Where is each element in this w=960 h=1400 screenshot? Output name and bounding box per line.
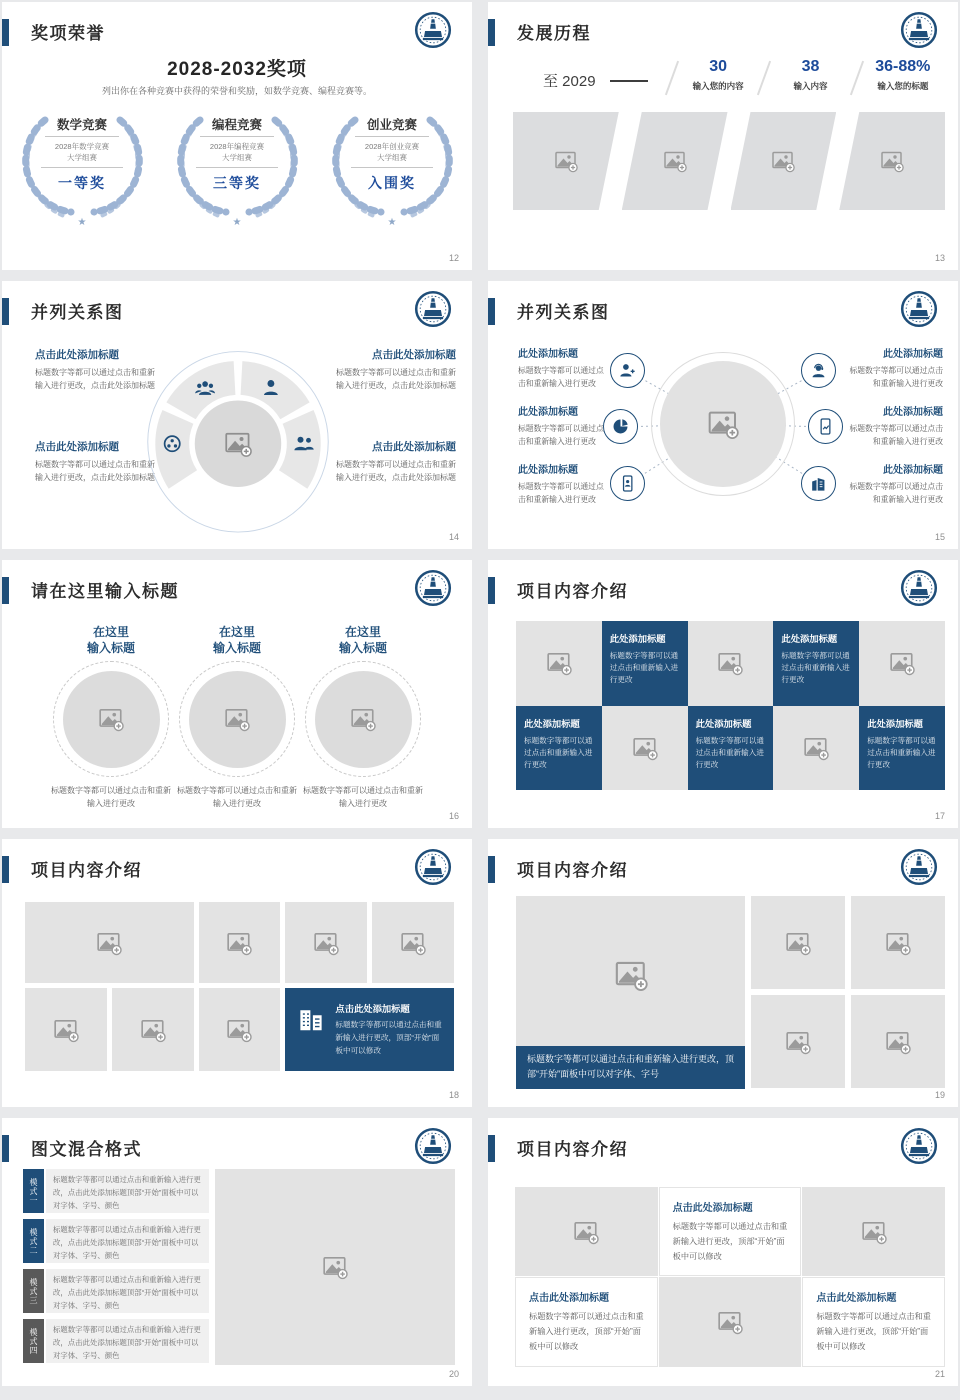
block-title: 点击此处添加标题 [372, 441, 456, 453]
star-icon: ★ [77, 217, 87, 228]
image-placeholder [839, 112, 945, 210]
award-badge [170, 108, 305, 228]
dashed-ring [179, 661, 295, 777]
mode-tab: 模式四 [23, 1319, 44, 1363]
picture-placeholder-icon [785, 1029, 811, 1055]
item-title: 此处添加标题 [883, 465, 943, 476]
item-title: 此处添加标题 [518, 465, 578, 476]
relation-item [518, 461, 608, 507]
relation-item [843, 461, 943, 507]
tile-body: 标题数字等都可以通过点击和重新输入进行更改，顶部“开始”面板中可以修改 [816, 1312, 931, 1351]
checkerboard-grid [515, 1187, 945, 1349]
item-body: 标题数字等都可以通过点击和重新输入进行更改 [518, 424, 604, 447]
relation-item [518, 345, 608, 391]
image-placeholder [215, 1169, 455, 1365]
block-title: 点击此处添加标题 [35, 349, 119, 361]
satellite-icon-circle [610, 353, 645, 388]
image-placeholder [859, 621, 945, 706]
text-tile [516, 706, 602, 791]
award-name: 编程竞赛 [170, 108, 305, 137]
university-logo-icon [900, 1127, 938, 1165]
timeline-era-label: 至 2029 [543, 70, 648, 91]
image-placeholder [851, 896, 945, 989]
text-tile [659, 1187, 802, 1276]
mode-tab: 模式三 [23, 1269, 44, 1313]
slide-content-grid-a[interactable] [488, 560, 958, 828]
award-prize: 一等奖 [58, 174, 106, 191]
stat-value: 36-88% [875, 58, 931, 75]
university-logo-icon [414, 848, 452, 886]
image-placeholder [315, 671, 412, 768]
picture-placeholder-icon [885, 1029, 911, 1055]
stat-value: 30 [709, 58, 728, 75]
image-placeholder [688, 621, 774, 706]
university-logo-icon [900, 569, 938, 607]
mode-body: 标题数字等都可以通过点击和重新输入进行更改，点击此处添加标题顶部“开始”面板中可以对字体、字号、颜色 [46, 1269, 209, 1313]
image-placeholder [731, 112, 837, 210]
page-number: 13 [934, 253, 945, 263]
feature-tile [285, 988, 454, 1071]
image-placeholder [802, 1187, 945, 1276]
relation-block [35, 439, 157, 484]
relation-item [843, 403, 943, 449]
person-plus-icon [618, 361, 637, 380]
awards-subtitle: 列出你在各种竞赛中获得的荣誉和奖励，如数学竞赛、编程竞赛等。 [101, 86, 372, 96]
satellite-icon-circle [808, 409, 843, 444]
picture-placeholder-icon [885, 930, 911, 956]
item-title: 在这里 输入标题 [86, 625, 135, 656]
item-title: 此处添加标题 [883, 407, 943, 418]
dashed-ring [53, 661, 169, 777]
slide-mixed-format[interactable] [2, 1118, 472, 1386]
item-title: 此处添加标题 [518, 349, 578, 360]
title-accent-bar [2, 1135, 9, 1162]
image-placeholder [513, 112, 619, 210]
image-placeholder [773, 706, 859, 791]
slide-title: 请在这里输入标题 [31, 582, 179, 601]
text-tile [859, 706, 945, 791]
title-accent-bar [488, 1135, 495, 1162]
mode-row [23, 1169, 209, 1213]
stats-row [671, 58, 948, 96]
slide-gallery[interactable] [2, 839, 472, 1107]
award-name: 创业竞赛 [325, 108, 460, 137]
title-accent-bar [488, 19, 495, 46]
item-body: 标题数字等都可以通过点击和重新输入进行更改 [849, 366, 943, 389]
stat-item [673, 58, 763, 92]
tile-body: 标题数字等都可以通过点击和重新输入进行更改 [609, 651, 679, 685]
picture-placeholder-icon [226, 1017, 252, 1043]
award-name: 数学竞赛 [15, 108, 150, 137]
thumbnail-grid [751, 896, 945, 1088]
tile-title: 此处添加标题 [524, 718, 580, 729]
star-icon: ★ [232, 217, 242, 228]
picture-placeholder-icon [632, 735, 658, 761]
award-prize: 入围奖 [368, 174, 416, 191]
mode-tab: 模式一 [23, 1169, 44, 1213]
mode-tab: 模式二 [23, 1219, 44, 1263]
slide-parallel-relation-b[interactable] [488, 281, 958, 549]
item-body: 标题数字等都可以通过点击和重新输入进行更改 [518, 482, 604, 505]
image-placeholder [751, 995, 845, 1088]
slide-title: 并列关系图 [517, 303, 610, 322]
buildings-icon [296, 1004, 326, 1034]
picture-placeholder-icon [717, 1309, 743, 1335]
text-tile [802, 1277, 945, 1366]
picture-placeholder-icon [140, 1017, 166, 1043]
satellite-icon-circle [610, 466, 645, 501]
picture-placeholder-icon [880, 149, 904, 173]
center-image-placeholder [660, 361, 786, 487]
stat-label: 输入您的标题 [877, 81, 929, 91]
mode-row [23, 1219, 209, 1263]
block-body: 标题数字等都可以通过点击和重新输入进行更改，点击此处添加标题 [336, 368, 456, 391]
image-placeholder [189, 671, 286, 768]
image-placeholder [112, 988, 194, 1071]
page-number: 14 [448, 532, 459, 542]
pie-chart-icon [611, 417, 630, 436]
timeline-image-strip [513, 112, 945, 210]
image-placeholder [285, 902, 367, 983]
stat-value: 38 [801, 58, 820, 75]
page-number: 12 [448, 253, 459, 263]
feature-title: 点击此处添加标题 [335, 1004, 410, 1015]
tile-title: 此处添加标题 [867, 718, 923, 729]
image-placeholder [372, 902, 454, 983]
relation-block [334, 439, 456, 484]
university-logo-icon [900, 848, 938, 886]
image-placeholder [622, 112, 728, 210]
slide-title: 发展历程 [517, 24, 591, 43]
item-body: 标题数字等都可以通过点击和重新输入进行更改 [849, 482, 943, 505]
university-logo-icon [414, 1127, 452, 1165]
picture-placeholder-icon [663, 149, 687, 173]
award-detail: 2028年编程竞赛 大学组赛 [170, 141, 305, 168]
title-accent-bar [2, 19, 9, 46]
image-caption: 标题数字等都可以通过点击和重新输入进行更改，顶部“开始”面板中可以对字体、字号 [516, 1046, 745, 1090]
university-logo-icon [414, 290, 452, 328]
mode-body: 标题数字等都可以通过点击和重新输入进行更改，点击此处添加标题顶部“开始”面板中可以对字体、字号、颜色 [46, 1219, 209, 1263]
tile-title: 此处添加标题 [695, 718, 752, 729]
image-placeholder [63, 671, 160, 768]
circle-items [2, 624, 472, 810]
picture-placeholder-icon [771, 149, 795, 173]
era-dash [610, 80, 648, 82]
slide-three-circles[interactable] [2, 560, 472, 828]
item-title: 在这里 输入标题 [338, 625, 387, 656]
page-number: 18 [448, 1090, 459, 1100]
gallery-grid [25, 902, 454, 1071]
building-icon [809, 474, 828, 493]
slide-big-image[interactable] [488, 839, 958, 1107]
image-placeholder [515, 1187, 658, 1276]
tile-body: 标题数字等都可以通过点击和重新输入进行更改 [781, 651, 850, 685]
tile-body: 标题数字等都可以通过点击和重新输入进行更改 [524, 735, 593, 769]
phone-person-icon [618, 474, 637, 493]
title-accent-bar [488, 856, 495, 883]
tile-title: 此处添加标题 [609, 634, 666, 644]
mode-body: 标题数字等都可以通过点击和重新输入进行更改，点击此处添加标题顶部“开始”面板中可以对字体、字号、颜色 [46, 1319, 209, 1363]
text-tile [773, 621, 859, 706]
slide-parallel-relation-a[interactable] [2, 281, 472, 549]
page-number: 17 [934, 811, 945, 821]
title-accent-bar [2, 298, 9, 325]
stat-item [858, 58, 948, 92]
slide-title: 奖项荣誉 [31, 24, 105, 43]
picture-placeholder-icon [614, 958, 648, 992]
tile-body: 标题数字等都可以通过点击和重新输入进行更改，顶部“开始”面板中可以修改 [672, 1222, 788, 1261]
picture-placeholder-icon [226, 930, 252, 956]
phone-chart-icon [816, 417, 835, 436]
university-logo-icon [414, 569, 452, 607]
award-badge [325, 108, 460, 228]
circle-item [176, 624, 298, 810]
item-title: 在这里 输入标题 [212, 625, 261, 656]
stat-label: 输入您的内容 [692, 81, 744, 91]
item-caption: 标题数字等都可以通过点击和重新输入进行更改 [51, 786, 171, 808]
mode-row [23, 1319, 209, 1363]
text-tile [602, 621, 688, 706]
item-body: 标题数字等都可以通过点击和重新输入进行更改 [849, 424, 943, 447]
image-placeholder [25, 988, 107, 1071]
relation-item [843, 345, 943, 391]
headset-person-icon [809, 361, 828, 380]
slide-awards[interactable] [2, 2, 472, 270]
picture-placeholder-icon [707, 408, 739, 440]
picture-placeholder-icon [554, 149, 578, 173]
main-image-placeholder [516, 896, 745, 1089]
block-title: 点击此处添加标题 [372, 349, 456, 361]
image-placeholder [751, 896, 845, 989]
picture-placeholder-icon [861, 1219, 887, 1245]
picture-placeholder-icon [98, 706, 124, 732]
text-tile [515, 1277, 658, 1366]
page-number: 19 [934, 1090, 945, 1100]
tile-title: 点击此处添加标题 [672, 1203, 753, 1214]
tile-title: 点击此处添加标题 [816, 1293, 897, 1305]
award-prize: 三等奖 [213, 174, 261, 191]
checkerboard-grid [516, 621, 945, 790]
page-number: 20 [448, 1369, 459, 1379]
university-logo-icon [414, 11, 452, 49]
picture-placeholder-icon [803, 735, 829, 761]
page-number: 15 [934, 532, 945, 542]
dashed-ring [305, 661, 421, 777]
feature-body: 标题数字等都可以通过点击和重新输入进行更改，顶部“开始”面板中可以修改 [335, 1020, 442, 1056]
slide-title: 项目内容介绍 [517, 582, 628, 601]
slide-title: 并列关系图 [31, 303, 124, 322]
picture-placeholder-icon [53, 1017, 79, 1043]
award-badge [15, 108, 150, 228]
ring-diagram [144, 345, 332, 533]
mode-list [23, 1169, 209, 1369]
tile-title: 点击此处添加标题 [529, 1293, 609, 1305]
stat-label: 输入内容 [793, 81, 828, 91]
image-placeholder [199, 988, 281, 1071]
page-number: 21 [934, 1369, 945, 1379]
slide-title: 项目内容介绍 [31, 861, 142, 880]
stat-item [765, 58, 855, 92]
page-number: 16 [448, 811, 459, 821]
slide-history[interactable] [488, 2, 958, 270]
picture-placeholder-icon [717, 650, 743, 676]
block-body: 标题数字等都可以通过点击和重新输入进行更改，点击此处添加标题 [35, 460, 155, 483]
tile-body: 标题数字等都可以通过点击和重新输入进行更改 [695, 735, 764, 769]
picture-placeholder-icon [350, 706, 376, 732]
title-accent-bar [488, 577, 495, 604]
satellite-icon-circle [801, 466, 836, 501]
award-detail: 2028年创业竞赛 大学组赛 [325, 141, 460, 168]
award-badges [2, 108, 472, 228]
tile-body: 标题数字等都可以通过点击和重新输入进行更改，顶部“开始”面板中可以修改 [529, 1312, 644, 1351]
block-body: 标题数字等都可以通过点击和重新输入进行更改，点击此处添加标题 [35, 368, 155, 391]
image-placeholder [25, 902, 194, 983]
picture-placeholder-icon [322, 1254, 348, 1280]
relation-item [518, 403, 608, 449]
satellite-icon-circle [603, 409, 638, 444]
image-placeholder [516, 621, 602, 706]
image-placeholder [199, 902, 281, 983]
item-caption: 标题数字等都可以通过点击和重新输入进行更改 [177, 786, 297, 808]
relation-block [334, 347, 456, 392]
item-title: 此处添加标题 [518, 407, 578, 418]
mode-row [23, 1269, 209, 1313]
image-placeholder [851, 995, 945, 1088]
slide-title: 项目内容介绍 [517, 861, 628, 880]
awards-heading: 2028-2032奖项 [167, 59, 307, 80]
slide-content-grid-b[interactable] [488, 1118, 958, 1386]
slide-title: 图文混合格式 [31, 1140, 142, 1159]
picture-placeholder-icon [889, 650, 915, 676]
image-placeholder [602, 706, 688, 791]
block-title: 点击此处添加标题 [35, 441, 119, 453]
university-logo-icon [900, 11, 938, 49]
circle-item [302, 624, 424, 810]
item-title: 此处添加标题 [883, 349, 943, 360]
title-accent-bar [2, 856, 9, 883]
item-caption: 标题数字等都可以通过点击和重新输入进行更改 [303, 786, 423, 808]
relation-block [35, 347, 157, 392]
item-body: 标题数字等都可以通过点击和重新输入进行更改 [518, 366, 604, 389]
picture-placeholder-icon [573, 1219, 599, 1245]
picture-placeholder-icon [96, 930, 122, 956]
image-placeholder [659, 1277, 802, 1366]
picture-placeholder-icon [400, 930, 426, 956]
title-accent-bar [2, 577, 9, 604]
mode-body: 标题数字等都可以通过点击和重新输入进行更改，点击此处添加标题顶部“开始”面板中可以对字体、字号、颜色 [46, 1169, 209, 1213]
picture-placeholder-icon [224, 706, 250, 732]
block-body: 标题数字等都可以通过点击和重新输入进行更改，点击此处添加标题 [336, 460, 456, 483]
picture-placeholder-icon [546, 650, 572, 676]
satellite-icon-circle [801, 353, 836, 388]
star-icon: ★ [387, 217, 397, 228]
award-detail: 2028年数学竞赛 大学组赛 [15, 141, 150, 168]
tile-body: 标题数字等都可以通过点击和重新输入进行更改 [867, 735, 936, 769]
text-tile [688, 706, 774, 791]
tile-title: 此处添加标题 [781, 634, 838, 644]
slide-title: 项目内容介绍 [517, 1140, 628, 1159]
picture-placeholder-icon [785, 930, 811, 956]
circle-item [50, 624, 172, 810]
picture-placeholder-icon [313, 930, 339, 956]
